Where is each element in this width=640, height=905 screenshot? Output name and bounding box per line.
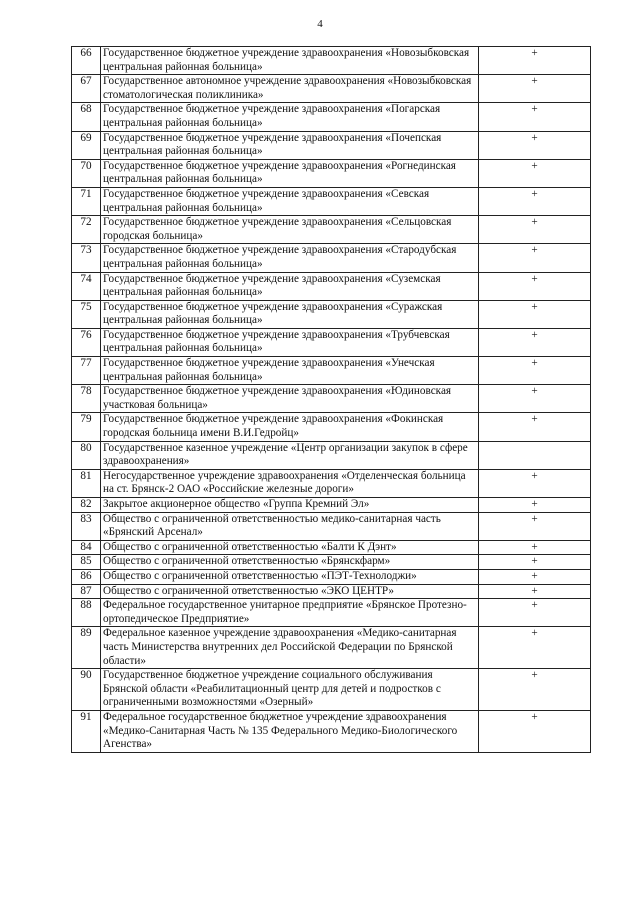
row-number: 81 (72, 469, 101, 497)
plus-mark: + (479, 75, 591, 103)
organization-name: Государственное бюджетное учреждение здравоохранения «Севская центральная районная больница» (101, 187, 479, 215)
row-number: 80 (72, 441, 101, 469)
row-number: 70 (72, 159, 101, 187)
table-row (72, 300, 591, 328)
plus-mark: + (479, 469, 591, 497)
table-row (72, 710, 591, 752)
plus-mark: + (479, 131, 591, 159)
row-number: 82 (72, 498, 101, 513)
organization-name: Государственное бюджетное учреждение здравоохранения «Стародубская центральная районная больница» (101, 244, 479, 272)
plus-mark: + (479, 244, 591, 272)
plus-mark: + (479, 385, 591, 413)
row-number: 87 (72, 584, 101, 599)
table-row (72, 103, 591, 131)
table-row (72, 244, 591, 272)
plus-mark: + (479, 540, 591, 555)
table-row (72, 328, 591, 356)
plus-mark: + (479, 710, 591, 752)
row-number: 78 (72, 385, 101, 413)
plus-mark: + (479, 413, 591, 441)
row-number: 73 (72, 244, 101, 272)
row-number: 75 (72, 300, 101, 328)
organization-name: Государственное бюджетное учреждение здравоохранения «Унечская центральная районная больница» (101, 357, 479, 385)
organization-name: Государственное бюджетное учреждение здравоохранения «Погарская центральная районная больница» (101, 103, 479, 131)
plus-mark: + (479, 47, 591, 75)
table-row (72, 555, 591, 570)
table-row (72, 569, 591, 584)
organization-name: Государственное бюджетное учреждение здравоохранения «Фокинская городская больница имени В.И.Гедройц» (101, 413, 479, 441)
organization-name: Общество с ограниченной ответственностью медико-санитарная часть «Брянский Арсенал» (101, 512, 479, 540)
table-row (72, 75, 591, 103)
organization-name: Государственное бюджетное учреждение здравоохранения «Юдиновская участковая больница» (101, 385, 479, 413)
table-row (72, 131, 591, 159)
table-row (72, 669, 591, 711)
row-number: 84 (72, 540, 101, 555)
row-number: 67 (72, 75, 101, 103)
plus-mark: + (479, 300, 591, 328)
row-number: 76 (72, 328, 101, 356)
organization-name: Негосударственное учреждение здравоохранения «Отделенческая больница на ст. Брянск-2 ОАО «Российские железные дороги» (101, 469, 479, 497)
row-number: 68 (72, 103, 101, 131)
plus-mark: + (479, 159, 591, 187)
table-row (72, 540, 591, 555)
table-row (72, 413, 591, 441)
organizations-table-body (72, 47, 591, 753)
table-row (72, 584, 591, 599)
table-row (72, 47, 591, 75)
table-row (72, 272, 591, 300)
row-number: 85 (72, 555, 101, 570)
organization-name: Государственное бюджетное учреждение здравоохранения «Почепская центральная районная больница» (101, 131, 479, 159)
organization-name: Закрытое акционерное общество «Группа Кремний Эл» (101, 498, 479, 513)
plus-mark: + (479, 498, 591, 513)
table-row (72, 498, 591, 513)
organization-name: Государственное бюджетное учреждение здравоохранения «Сельцовская городская больница» (101, 216, 479, 244)
row-number: 79 (72, 413, 101, 441)
plus-mark: + (479, 103, 591, 131)
organization-name: Общество с ограниченной ответственностью «ЭКО ЦЕНТР» (101, 584, 479, 599)
organization-name: Общество с ограниченной ответственностью «Балти К Дэнт» (101, 540, 479, 555)
plus-mark: + (479, 584, 591, 599)
row-number: 89 (72, 627, 101, 669)
plus-mark: + (479, 357, 591, 385)
plus-mark: + (479, 555, 591, 570)
organization-name: Федеральное государственное унитарное предприятие «Брянское Протезно-ортопедическое Предприятие» (101, 599, 479, 627)
row-number: 74 (72, 272, 101, 300)
row-number: 90 (72, 669, 101, 711)
organization-name: Государственное бюджетное учреждение здравоохранения «Трубчевская центральная районная больница» (101, 328, 479, 356)
table-row (72, 469, 591, 497)
table-row (72, 216, 591, 244)
plus-mark: + (479, 627, 591, 669)
row-number: 88 (72, 599, 101, 627)
table-row (72, 385, 591, 413)
row-number: 91 (72, 710, 101, 752)
plus-mark: + (479, 569, 591, 584)
table-row (72, 159, 591, 187)
organization-name: Государственное бюджетное учреждение здравоохранения «Суражская центральная районная больница» (101, 300, 479, 328)
row-number: 77 (72, 357, 101, 385)
row-number: 72 (72, 216, 101, 244)
plus-mark: + (479, 512, 591, 540)
organization-name: Государственное бюджетное учреждение социального обслуживания Брянской области «Реабилитационный центр для детей и подростков с ограниченными возможностями «Озерный» (101, 669, 479, 711)
plus-mark: + (479, 328, 591, 356)
row-number: 69 (72, 131, 101, 159)
table-row (72, 441, 591, 469)
row-number: 83 (72, 512, 101, 540)
organization-name: Государственное казенное учреждение «Центр организации закупок в сфере здравоохранения» (101, 441, 479, 469)
table-row (72, 357, 591, 385)
row-number: 71 (72, 187, 101, 215)
organizations-table (71, 46, 591, 753)
plus-mark: + (479, 669, 591, 711)
plus-mark: + (479, 599, 591, 627)
organization-name: Государственное бюджетное учреждение здравоохранения «Рогнединская центральная районная больница» (101, 159, 479, 187)
plus-mark: + (479, 272, 591, 300)
organization-name: Федеральное казенное учреждение здравоохранения «Медико-санитарная часть Министерства внутренних дел Российской Федерации по Брянской области» (101, 627, 479, 669)
organization-name: Государственное бюджетное учреждение здравоохранения «Суземская центральная районная больница» (101, 272, 479, 300)
plus-mark: + (479, 187, 591, 215)
row-number: 66 (72, 47, 101, 75)
organization-name: Федеральное государственное бюджетное учреждение здравоохранения «Медико-Санитарная Часть № 135 Федерального Медико-Биологического Агенства» (101, 710, 479, 752)
plus-mark: + (479, 216, 591, 244)
organization-name: Государственное бюджетное учреждение здравоохранения «Новозыбковская центральная районная больница» (101, 47, 479, 75)
row-number: 86 (72, 569, 101, 584)
table-row (72, 512, 591, 540)
organization-name: Государственное автономное учреждение здравоохранения «Новозыбковская стоматологическая поликлиника» (101, 75, 479, 103)
organization-name: Общество с ограниченной ответственностью «Брянскфарм» (101, 555, 479, 570)
organization-name: Общество с ограниченной ответственностью «ПЭТ-Технолоджи» (101, 569, 479, 584)
page-number: 4 (317, 18, 323, 30)
table-row (72, 187, 591, 215)
table-row (72, 599, 591, 627)
table-row (72, 627, 591, 669)
plus-mark (479, 441, 591, 469)
